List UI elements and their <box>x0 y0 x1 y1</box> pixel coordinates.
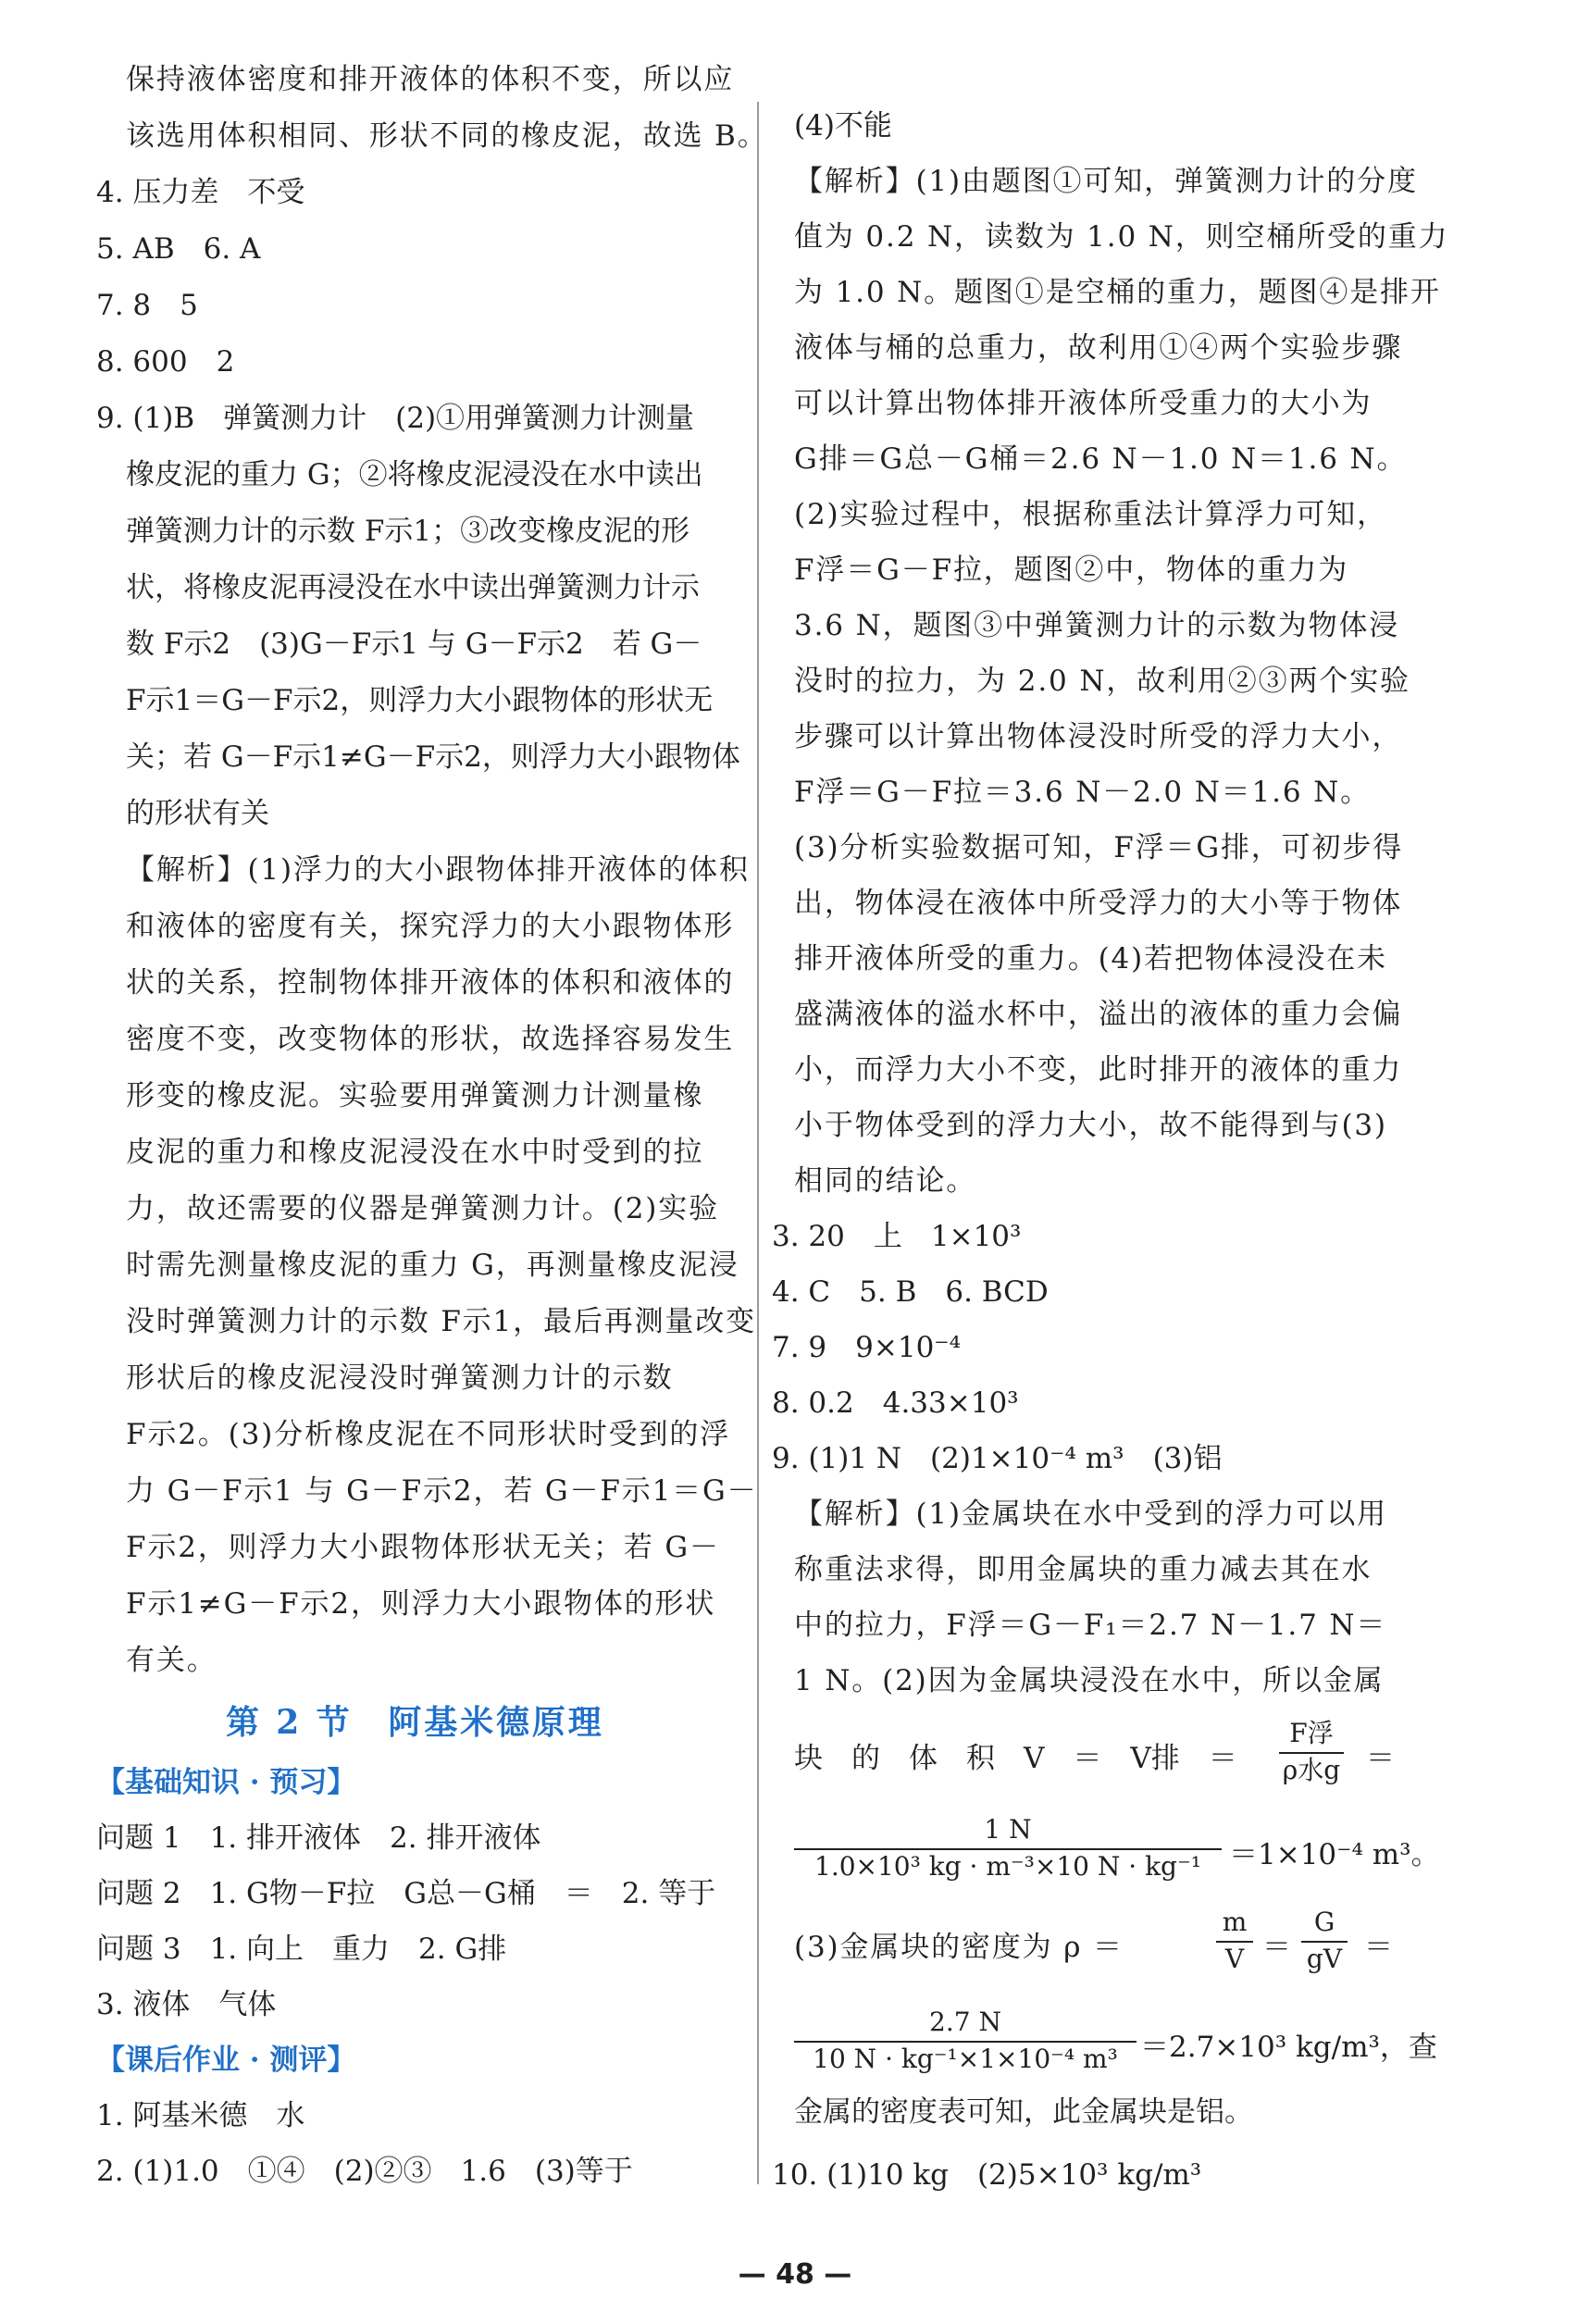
volume-formula: 块 的 体 积 V ＝ V排 ＝ <box>794 1742 1237 1775</box>
fraction-bar <box>1301 1941 1348 1943</box>
text-line: ＝1×10⁻⁴ m³。 <box>1229 1838 1440 1871</box>
text-line: 步骤可以计算出物体浸没时所受的浮力大小， <box>794 720 1403 753</box>
text-line: F示2。(3)分析橡皮泥在不同形状时受到的浮 <box>126 1418 731 1451</box>
text-line: 皮泥的重力和橡皮泥浸没在水中时受到的拉 <box>126 1136 704 1169</box>
answer-line: 5. AB 6. A <box>96 232 261 266</box>
text-line: F示2，则浮力大小跟物体形状无关；若 G－ <box>126 1531 720 1564</box>
answer-line: 8. 600 2 <box>96 345 235 379</box>
equals-sign: ＝ <box>1366 1742 1395 1775</box>
fraction-bar <box>1279 1752 1344 1754</box>
volume-result-fraction <box>794 1814 1222 1883</box>
text-line: G排＝G总－G桶＝2.6 N－1.0 N＝1.6 N。 <box>794 442 1408 476</box>
text-line: 该选用体积相同、形状不同的橡皮泥，故选 B。 <box>126 119 768 153</box>
density-fraction-m-v <box>1216 1907 1253 1975</box>
answer-line: 3. 20 上 1×10³ <box>772 1220 1022 1253</box>
text-line: 称重法求得，即用金属块的重力减去其在水 <box>794 1553 1373 1586</box>
text-line: 小于物体受到的浮力大小，故不能得到与(3) <box>794 1109 1387 1142</box>
text-line: 状，将橡皮泥再浸没在水中读出弹簧测力计示 <box>126 571 700 604</box>
fraction-numerator: 2.7 N <box>929 2007 1001 2037</box>
density-formula: (3)金属块的密度为 ρ ＝ <box>794 1931 1124 1964</box>
page-number: — 48 — <box>738 2258 852 2291</box>
fraction-bar <box>794 1848 1222 1850</box>
text-line: 密度不变，改变物体的形状，故选择容易发生 <box>126 1023 735 1056</box>
text-line: 出，物体浸在液体中所受浮力的大小等于物体 <box>794 887 1403 920</box>
text-line: 金属的密度表可知，此金属块是铝。 <box>794 2095 1253 2129</box>
homework-line: 1. 阿基米德 水 <box>96 2099 305 2132</box>
answer-line: 9. (1)B 弹簧测力计 (2)①用弹簧测力计测量 <box>96 402 695 435</box>
equals-sign: ＝ <box>1262 1931 1291 1964</box>
text-line: F浮＝G－F拉＝3.6 N－2.0 N＝1.6 N。 <box>794 776 1371 809</box>
preview-line: 问题 3 1. 向上 重力 2. G排 <box>96 1933 507 1966</box>
text-line: (2)实验过程中，根据称重法计算浮力可知， <box>794 498 1387 531</box>
fraction-bar <box>1216 1941 1253 1943</box>
answer-line: 8. 0.2 4.33×10³ <box>772 1386 1019 1420</box>
text-line: 相同的结论。 <box>794 1164 977 1198</box>
fraction-denominator: 1.0×10³ kg · m⁻³×10 N · kg⁻¹ <box>814 1851 1201 1882</box>
text-line: 有关。 <box>126 1644 217 1677</box>
text-line: 1 N。(2)因为金属块浸没在水中，所以金属 <box>794 1664 1385 1697</box>
text-line: 值为 0.2 N，读数为 1.0 N，则空桶所受的重力 <box>794 220 1449 254</box>
text-line: 关；若 G－F示1≠G－F示2，则浮力大小跟物体 <box>126 740 740 774</box>
analysis-line: 【解析】(1)浮力的大小跟物体排开液体的体积 <box>126 853 750 887</box>
column-divider <box>757 102 759 2184</box>
text-line: ＝2.7×10³ kg/m³，查 <box>1140 2031 1437 2064</box>
text-line: 和液体的密度有关，探究浮力的大小跟物体形 <box>126 910 735 943</box>
text-line: F示1＝G－F示2，则浮力大小跟物体的形状无 <box>126 684 714 717</box>
answer-line: 4. 压力差 不受 <box>96 176 305 209</box>
text-line: F示1≠G－F示2，则浮力大小跟物体的形状 <box>126 1587 716 1621</box>
text-line: 没时的拉力，为 2.0 N，故利用②③两个实验 <box>794 665 1410 698</box>
text-line: (3)分析实验数据可知，F浮＝G排，可初步得 <box>794 831 1404 864</box>
analysis-line: 【解析】(1)金属块在水中受到的浮力可以用 <box>794 1498 1387 1531</box>
fraction-numerator: G <box>1313 1907 1335 1937</box>
answer-line: 9. (1)1 N (2)1×10⁻⁴ m³ (3)铝 <box>772 1442 1223 1475</box>
text-line: 形变的橡皮泥。实验要用弹簧测力计测量橡 <box>126 1079 704 1112</box>
answer-line: (4)不能 <box>794 109 892 143</box>
text-line: 力 G－F示1 与 G－F示2，若 G－F示1＝G－ <box>126 1474 758 1508</box>
fraction-bar <box>794 2041 1137 2043</box>
answer-line: 4. C 5. B 6. BCD <box>772 1275 1049 1309</box>
fraction-numerator: F浮 <box>1289 1718 1334 1748</box>
text-line: 形状后的橡皮泥浸没时弹簧测力计的示数 <box>126 1361 674 1395</box>
text-line: 没时弹簧测力计的示数 F示1，最后再测量改变 <box>126 1305 757 1338</box>
fraction-denominator: V <box>1224 1944 1245 1974</box>
text-line: 数 F示2 (3)G－F示1 与 G－F示2 若 G－ <box>126 628 702 661</box>
preview-line: 问题 1 1. 排开液体 2. 排开液体 <box>96 1821 541 1855</box>
text-line: 小，而浮力大小不变，此时排开的液体的重力 <box>794 1053 1403 1087</box>
text-line: F浮＝G－F拉，题图②中，物体的重力为 <box>794 553 1349 587</box>
answer-line: 10. (1)10 kg (2)5×10³ kg/m³ <box>772 2158 1202 2192</box>
fraction-denominator: ρ水g <box>1282 1755 1341 1785</box>
homework-line: 2. (1)1.0 ①④ (2)②③ 1.6 (3)等于 <box>96 2155 633 2188</box>
density-result-fraction <box>794 2007 1137 2075</box>
text-line: 状的关系，控制物体排开液体的体积和液体的 <box>126 966 735 1000</box>
fraction-denominator: 10 N · kg⁻¹×1×10⁻⁴ m³ <box>813 2044 1118 2074</box>
preview-line: 问题 2 1. G物－F拉 G总－G桶 ＝ 2. 等于 <box>96 1877 716 1910</box>
text-line: 排开液体所受的重力。(4)若把物体浸没在未 <box>794 942 1387 976</box>
answer-line: 7. 9 9×10⁻⁴ <box>772 1331 962 1364</box>
homework-header: 【课后作业 · 测评】 <box>96 2044 356 2077</box>
fraction-denominator: gV <box>1306 1944 1343 1974</box>
fraction-numerator: 1 N <box>984 1814 1032 1845</box>
analysis-line: 【解析】(1)由题图①可知，弹簧测力计的分度 <box>794 165 1418 198</box>
preview-line: 3. 液体 气体 <box>96 1988 277 2021</box>
text-line: 中的拉力，F浮＝G－F₁＝2.7 N－1.7 N＝ <box>794 1609 1387 1642</box>
fraction-numerator: m <box>1222 1907 1248 1937</box>
text-line: 液体与桶的总重力，故利用①④两个实验步骤 <box>794 331 1403 365</box>
text-line: 时需先测量橡皮泥的重力 G，再测量橡皮泥浸 <box>126 1249 739 1282</box>
text-line: 的形状有关 <box>126 797 269 830</box>
text-line: 为 1.0 N。题图①是空桶的重力，题图④是排开 <box>794 276 1441 309</box>
text-line: 弹簧测力计的示数 F示1；③改变橡皮泥的形 <box>126 515 690 548</box>
preview-header: 【基础知识 · 预习】 <box>96 1766 356 1799</box>
text-line: 力，故还需要的仪器是弹簧测力计。(2)实验 <box>126 1192 719 1225</box>
text-line: 可以计算出物体排开液体所受重力的大小为 <box>794 387 1373 420</box>
density-fraction-g-gv <box>1301 1907 1348 1975</box>
section-title: 第 2 节 阿基米德原理 <box>226 1703 604 1742</box>
text-line: 3.6 N，题图③中弹簧测力计的示数为物体浸 <box>794 609 1400 642</box>
text-line: 橡皮泥的重力 G；②将橡皮泥浸没在水中读出 <box>126 458 703 491</box>
text-line: 盛满液体的溢水杯中，溢出的液体的重力会偏 <box>794 998 1403 1031</box>
text-line: 保持液体密度和排开液体的体积不变，所以应 <box>126 63 735 96</box>
answer-line: 7. 8 5 <box>96 289 198 322</box>
volume-fraction <box>1279 1718 1344 1786</box>
equals-sign: ＝ <box>1364 1931 1393 1964</box>
